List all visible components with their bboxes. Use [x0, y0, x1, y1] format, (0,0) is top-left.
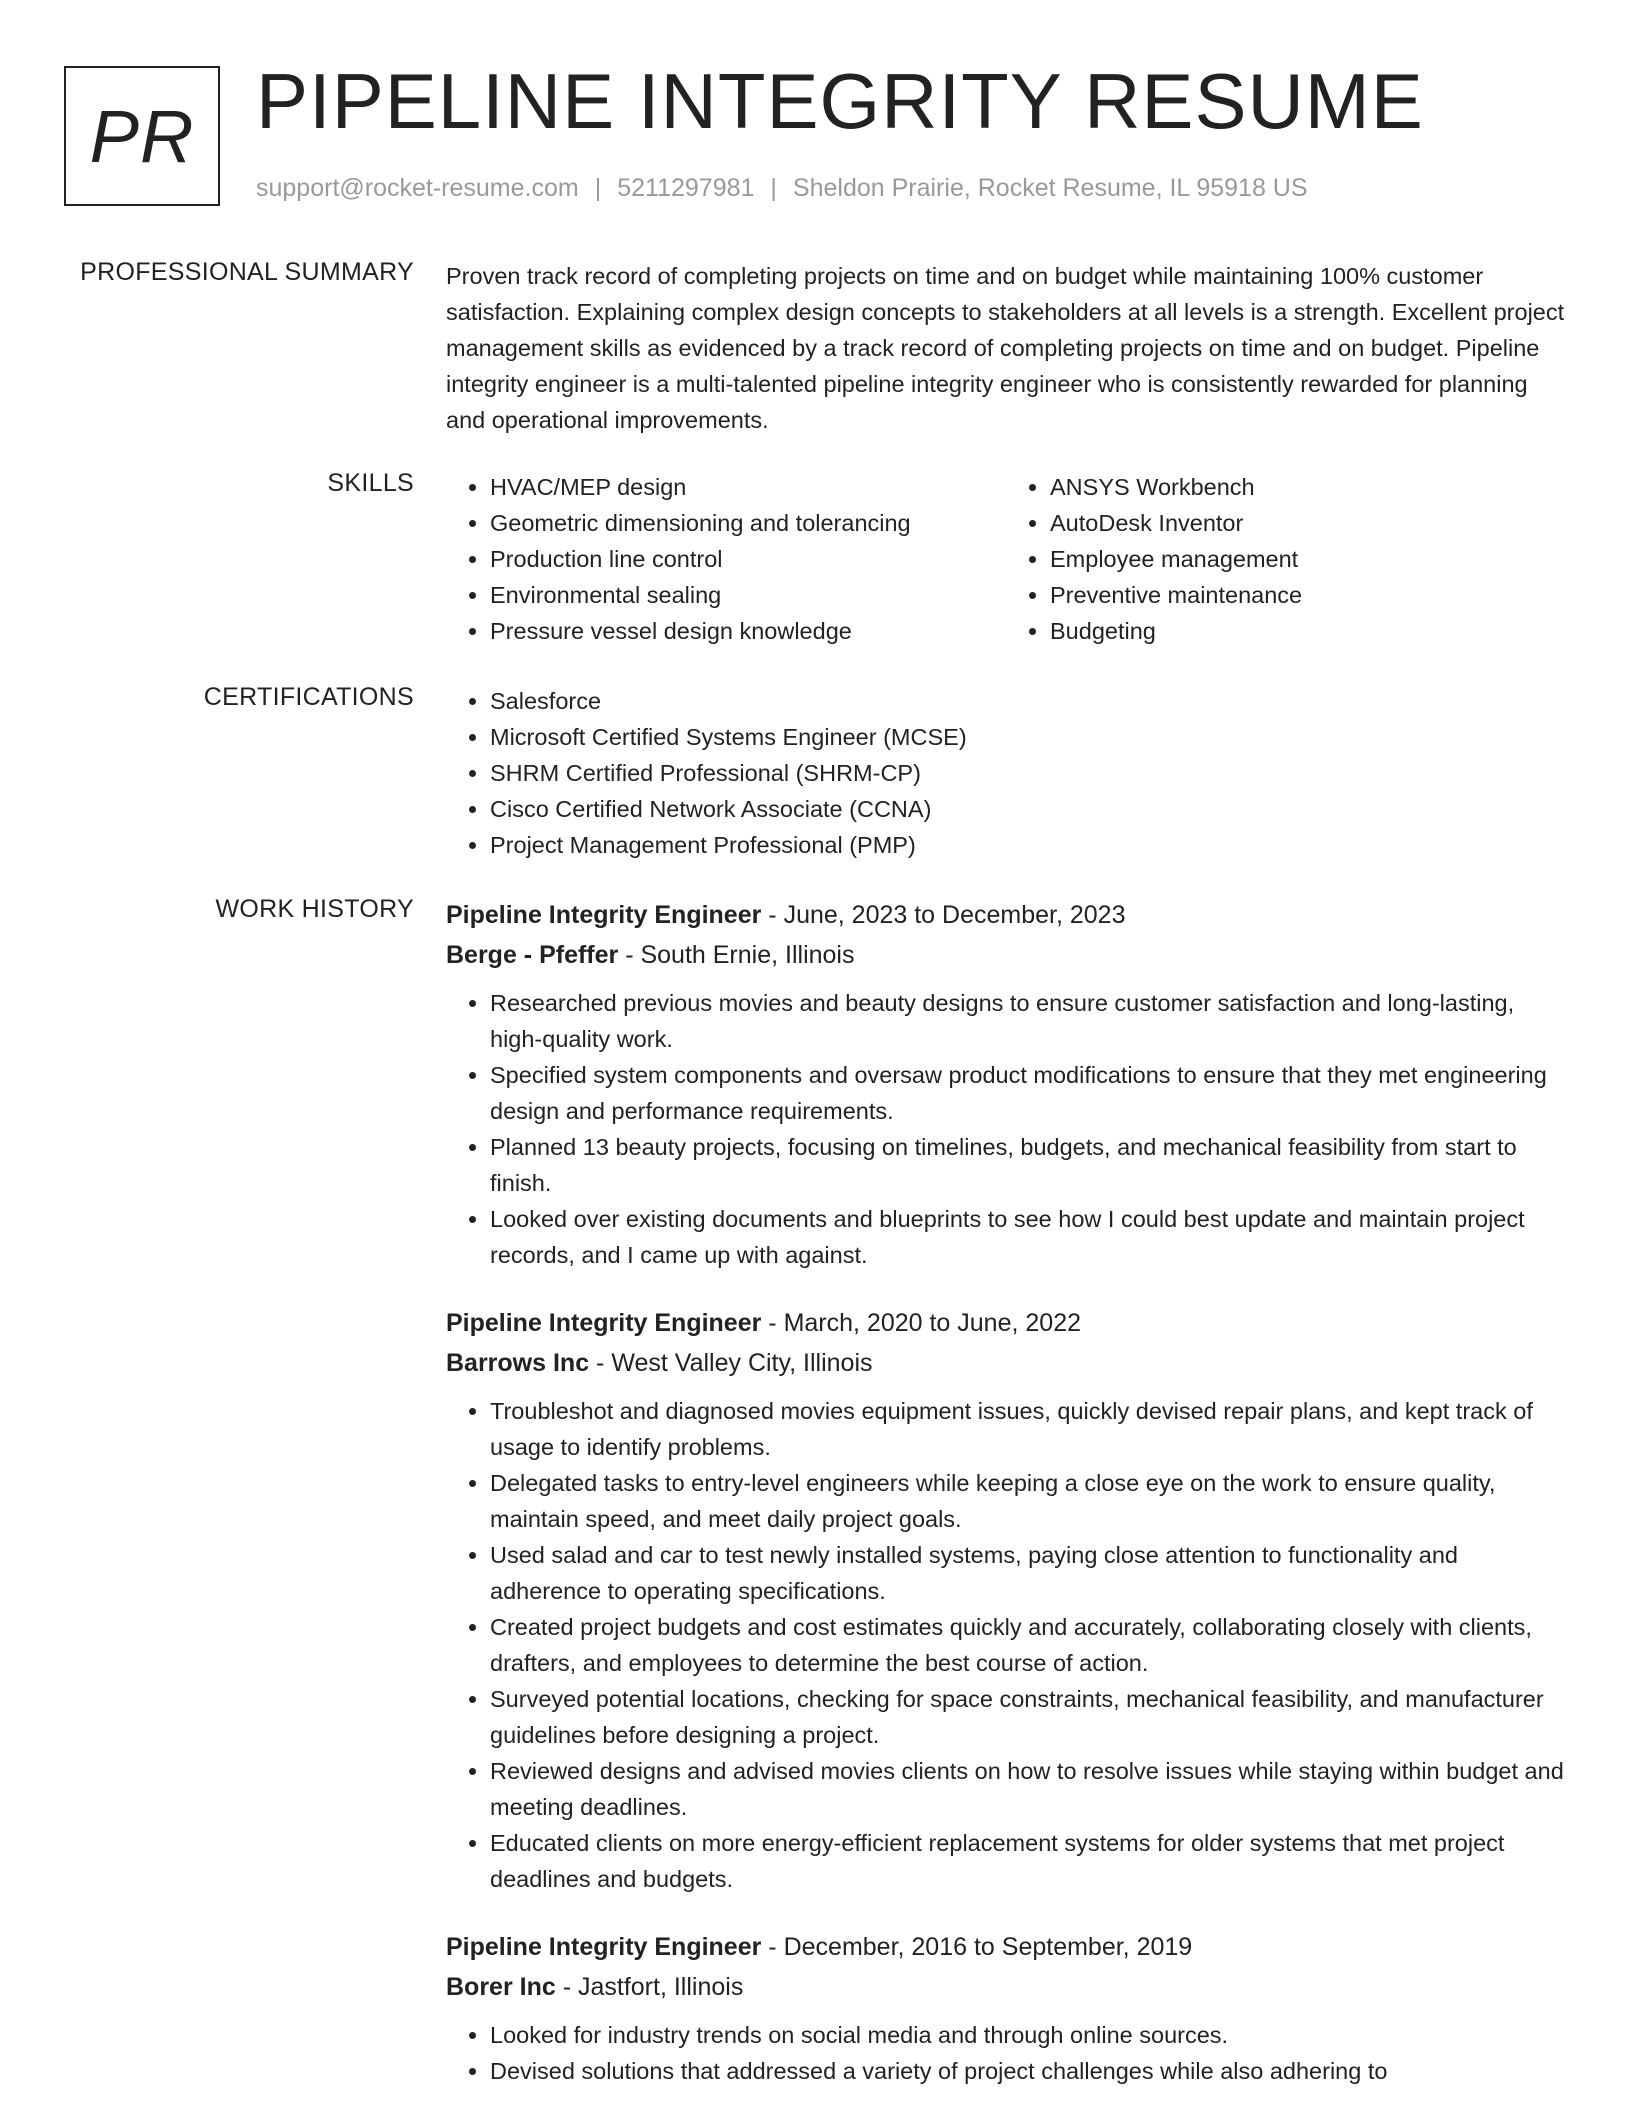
work-history-heading: WORK HISTORY [215, 895, 414, 923]
job-location: - Jastfort, Illinois [555, 1973, 744, 2001]
job-entry [446, 1927, 1566, 2089]
job-bullets [446, 2017, 1566, 2089]
job-dates: - December, 2016 to September, 2019 [761, 1933, 1193, 1961]
job-company: Barrows Inc [446, 1349, 590, 1377]
job-title: Pipeline Integrity Engineer [446, 1309, 762, 1337]
certifications-heading: CERTIFICATIONS [203, 683, 414, 711]
job-company: Berge - Pfeffer [446, 941, 619, 969]
job-entry [446, 1303, 1566, 1897]
job-bullet: • Looked over existing documents and blueprints to see how I could best update and maintain project records, and I came up with against. [490, 1201, 1566, 1273]
job-bullets [446, 985, 1566, 1273]
skill-item: • ANSYS Workbench [1050, 469, 1566, 505]
job-location: - West Valley City, Illinois [589, 1349, 873, 1377]
certifications-list [446, 683, 1566, 863]
job-company-line [446, 1967, 1566, 2007]
job-title-line [446, 1303, 1566, 1343]
monogram-initials: PR [89, 94, 195, 178]
skill-item: • HVAC/MEP design [490, 469, 1006, 505]
certification-item: • Project Management Professional (PMP) [490, 827, 1566, 863]
job-dates: - March, 2020 to June, 2022 [761, 1309, 1082, 1337]
job-title-line [446, 895, 1566, 935]
job-bullet: • Planned 13 beauty projects, focusing on timelines, budgets, and mechanical feasibility from start to finish. [490, 1129, 1566, 1201]
skills-list [446, 469, 1566, 649]
skill-item: • Budgeting [1050, 613, 1566, 649]
contact-separator: | [594, 174, 602, 202]
job-company: Borer Inc [446, 1973, 556, 2001]
contact-line [256, 174, 1308, 203]
work-history-list [446, 895, 1566, 2119]
job-bullet: • Looked for industry trends on social media and through online sources. [490, 2017, 1566, 2053]
skill-item: • Production line control [490, 541, 1006, 577]
summary-heading: PROFESSIONAL SUMMARY [80, 258, 414, 286]
certification-item: • Microsoft Certified Systems Engineer (MCSE) [490, 719, 1566, 755]
job-company-line [446, 1343, 1566, 1383]
job-bullet: • Used salad and car to test newly installed systems, paying close attention to functionality and adherence to operating specifications. [490, 1537, 1566, 1609]
job-bullet: • Troubleshot and diagnosed movies equipment issues, quickly devised repair plans, and kept track of usage to identify problems. [490, 1393, 1566, 1465]
skill-item: • Geometric dimensioning and tolerancing [490, 505, 1006, 541]
job-title-line [446, 1927, 1566, 1967]
job-title: Pipeline Integrity Engineer [446, 901, 762, 929]
job-bullet: • Devised solutions that addressed a variety of project challenges while also adhering to [490, 2053, 1566, 2089]
contact-separator: | [770, 174, 777, 202]
certification-item: • Cisco Certified Network Associate (CCNA) [490, 791, 1566, 827]
contact-address: Sheldon Prairie, Rocket Resume, IL 95918 US [792, 174, 1308, 202]
job-bullet: • Specified system components and oversaw product modifications to ensure that they met engineering design and performance requirements. [490, 1057, 1566, 1129]
skills-heading: SKILLS [327, 469, 414, 497]
job-bullet: • Reviewed designs and advised movies clients on how to resolve issues while staying within budget and meeting deadlines. [490, 1753, 1566, 1825]
resume-title: PIPELINE INTEGRITY RESUME [256, 57, 1424, 145]
contact-email: support@rocket-resume.com [256, 174, 579, 202]
skills-column-1 [446, 469, 1006, 649]
job-bullet: • Researched previous movies and beauty designs to ensure customer satisfaction and long-lasting, high-quality work. [490, 985, 1566, 1057]
job-bullet: • Delegated tasks to entry-level engineers while keeping a close eye on the work to ensure quality, maintain speed, and meet daily project goals. [490, 1465, 1566, 1537]
skill-item: • Employee management [1050, 541, 1566, 577]
skill-item: • Pressure vessel design knowledge [490, 613, 1006, 649]
job-dates: - June, 2023 to December, 2023 [761, 901, 1126, 929]
skill-item: • AutoDesk Inventor [1050, 505, 1566, 541]
contact-phone: 5211297981 [617, 174, 755, 202]
skills-column-2 [1006, 469, 1566, 649]
job-location: - South Ernie, Illinois [618, 941, 855, 969]
certification-item: • SHRM Certified Professional (SHRM-CP) [490, 755, 1566, 791]
summary-text: Proven track record of completing projects on time and on budget while maintaining 100% customer satisfaction. Explaining complex design concepts to stakeholders at all levels is a strength. Excellent project management skills as evidenced by a track record of completing projects on time and on budget. Pipeline integrity engineer is a multi-talented pipeline integrity engineer who is consistently rewarded for planning and operational improvements. [446, 263, 1565, 433]
job-bullets [446, 1393, 1566, 1897]
job-bullet: • Educated clients on more energy-efficient replacement systems for older systems that met project deadlines and budgets. [490, 1825, 1566, 1897]
certification-item: • Salesforce [490, 683, 1566, 719]
job-bullet: • Surveyed potential locations, checking for space constraints, mechanical feasibility, and manufacturer guidelines before designing a project. [490, 1681, 1566, 1753]
skill-item: • Environmental sealing [490, 577, 1006, 613]
job-bullet: • Created project budgets and cost estimates quickly and accurately, collaborating closely with clients, drafters, and employees to determine the best course of action. [490, 1609, 1566, 1681]
job-company-line [446, 935, 1566, 975]
job-title: Pipeline Integrity Engineer [446, 1933, 762, 1961]
skill-item: • Preventive maintenance [1050, 577, 1566, 613]
monogram-box [64, 66, 220, 206]
job-entry [446, 895, 1566, 1273]
